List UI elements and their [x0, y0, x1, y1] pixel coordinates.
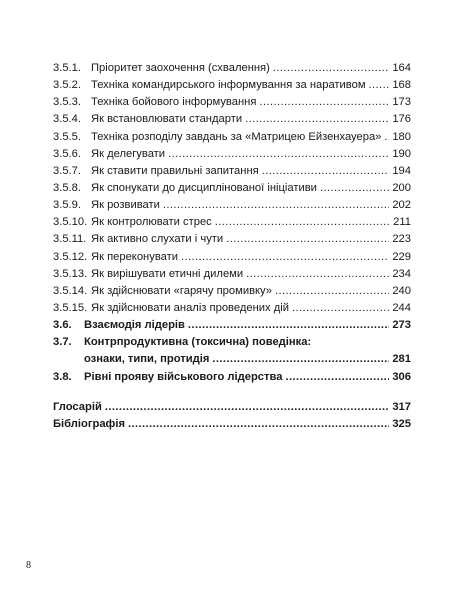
toc-entry-number: 3.5.15. [53, 301, 88, 314]
toc-entry[interactable] [53, 111, 411, 128]
toc-entry-page: 180 [392, 130, 411, 143]
toc-entry-page: 168 [392, 79, 411, 92]
toc-entry-page: 306 [392, 370, 411, 383]
toc-entry-page: 234 [392, 267, 411, 280]
toc-entry-title-continued: ознаки, типи, протидія [84, 353, 210, 366]
toc-entry-number: 3.5.5. [53, 130, 81, 143]
toc-leader-dots [215, 214, 390, 231]
toc-entry-number: 3.5.11. [53, 233, 87, 246]
toc-entry-page: 176 [392, 113, 411, 126]
toc-entry-title: Пріоритет заохочення (схвалення) [91, 62, 270, 74]
toc-leader-dots [212, 351, 389, 368]
toc-entry-page: 317 [392, 400, 411, 413]
toc-leader-dots [292, 300, 389, 317]
toc-entry-page: 173 [392, 96, 411, 109]
toc-entry-title: Техніка розподілу завдань за «Матрицею Ейзенхауера» [91, 130, 382, 143]
toc-entry-title: Бібліографія [53, 417, 125, 430]
toc-entry-title: Як переконувати [91, 250, 178, 263]
toc-leader-dots [163, 197, 389, 214]
toc-entry[interactable] [53, 163, 411, 180]
page-number: 8 [26, 560, 31, 571]
toc-section-3-7-continued[interactable] [53, 351, 411, 368]
toc-entry-title: Як розвивати [91, 199, 160, 212]
toc-leader-dots [128, 416, 389, 433]
toc-bibliography[interactable] [53, 416, 411, 433]
toc-entry-page: 273 [392, 319, 411, 332]
toc-entry-title: Як делегувати [91, 147, 166, 160]
toc-entry-page: 223 [392, 233, 411, 246]
toc-entry[interactable] [53, 249, 411, 266]
toc-entry-number: 3.7. [53, 336, 72, 349]
toc-leader-dots [369, 77, 390, 94]
toc-entry[interactable] [53, 283, 411, 300]
toc-leader-dots [226, 231, 389, 248]
toc-entry-title: Як здійснювати аналіз проведених дій [91, 301, 289, 314]
toc-entry-number: 3.5.14. [53, 284, 88, 297]
toc-entry-page: 244 [392, 301, 411, 314]
toc-entry-title: Контрпродуктивна (токсична) поведінка: [84, 336, 312, 349]
toc-entry-page: 281 [392, 353, 411, 366]
toc-entry[interactable] [53, 180, 411, 197]
toc-entry-page: 240 [392, 284, 411, 297]
toc-entry-page: 325 [392, 417, 411, 430]
toc-entry-title: Техніка командирського інформування за наративом [91, 79, 366, 92]
toc-entry-title: Як спонукати до дисциплінованої ініціативи [91, 181, 317, 194]
toc-entry-number: 3.5.7. [53, 164, 81, 177]
toc-glossary[interactable] [53, 399, 411, 416]
toc-entry-page: 200 [392, 181, 411, 194]
toc-entry-page: 194 [392, 164, 411, 177]
toc-section-3-8[interactable] [53, 369, 411, 386]
toc-leader-dots [285, 369, 389, 386]
toc-leader-dots [168, 146, 389, 163]
toc-leader-dots [259, 94, 389, 111]
toc-entry-number: 3.6. [53, 319, 72, 332]
toc-entry-number: 3.5.1. [53, 62, 81, 74]
toc-entry[interactable] [53, 146, 411, 163]
toc-leader-dots [275, 283, 389, 300]
toc-entry-title: Рівні прояву військового лідерства [84, 370, 283, 383]
toc-entry-page: 229 [392, 250, 411, 263]
toc-entry-number: 3.5.9. [53, 199, 81, 212]
toc-entry-number: 3.5.6. [53, 147, 81, 160]
toc-entry-title: Як ставити правильні запитання [91, 164, 259, 177]
toc-entry[interactable] [53, 197, 411, 214]
toc-entry[interactable] [53, 300, 411, 317]
toc-entry[interactable] [53, 94, 411, 111]
toc-leader-dots [320, 180, 389, 197]
toc-entry-title: Як здійснювати «гарячу промивку» [91, 284, 272, 297]
toc-leader-dots [105, 399, 389, 416]
toc-entry-title: Як встановлювати стандарти [91, 113, 243, 126]
toc-leader-dots [384, 129, 389, 146]
toc-entry-number: 3.5.12. [53, 250, 88, 263]
toc-entry-number: 3.8. [53, 370, 72, 383]
toc-entry[interactable] [53, 77, 411, 94]
toc-entry-page: 211 [393, 216, 411, 229]
toc-leader-dots [181, 249, 389, 266]
toc-entry-title: Взаємодія лідерів [84, 319, 185, 332]
toc-entry-number: 3.5.2. [53, 79, 81, 92]
toc-entry-number: 3.5.3. [53, 96, 81, 109]
toc-section-3-6[interactable] [53, 317, 411, 334]
toc-entry-title: Як вирішувати етичні дилеми [91, 267, 244, 280]
toc-entry-number: 3.5.13. [53, 267, 88, 280]
toc-spacer [53, 386, 411, 399]
table-of-contents [53, 60, 411, 433]
toc-leader-dots [273, 60, 389, 77]
toc-entry-title: Техніка бойового інформування [91, 96, 257, 109]
toc-section-3-7[interactable] [53, 334, 411, 351]
toc-entry-title: Глосарій [53, 400, 102, 413]
toc-entry-number: 3.5.4. [53, 113, 81, 126]
toc-entry-number: 3.5.8. [53, 181, 81, 194]
toc-leader-dots [262, 163, 390, 180]
toc-leader-dots [188, 317, 389, 334]
toc-entry[interactable] [53, 214, 411, 231]
toc-leader-dots [245, 111, 389, 128]
toc-entry[interactable] [53, 129, 411, 146]
toc-entry-number: 3.5.10. [53, 216, 88, 229]
toc-entry-title: Як активно слухати і чути [91, 233, 224, 246]
toc-entry-page: 202 [392, 199, 411, 212]
toc-entry-page: 190 [392, 147, 411, 160]
toc-leader-dots [246, 266, 389, 283]
toc-entry[interactable] [53, 231, 411, 248]
toc-entry[interactable] [53, 266, 411, 283]
toc-entry-title: Як контролювати стрес [91, 216, 212, 229]
toc-entry[interactable] [53, 60, 411, 77]
toc-entry-page: 164 [392, 62, 411, 74]
